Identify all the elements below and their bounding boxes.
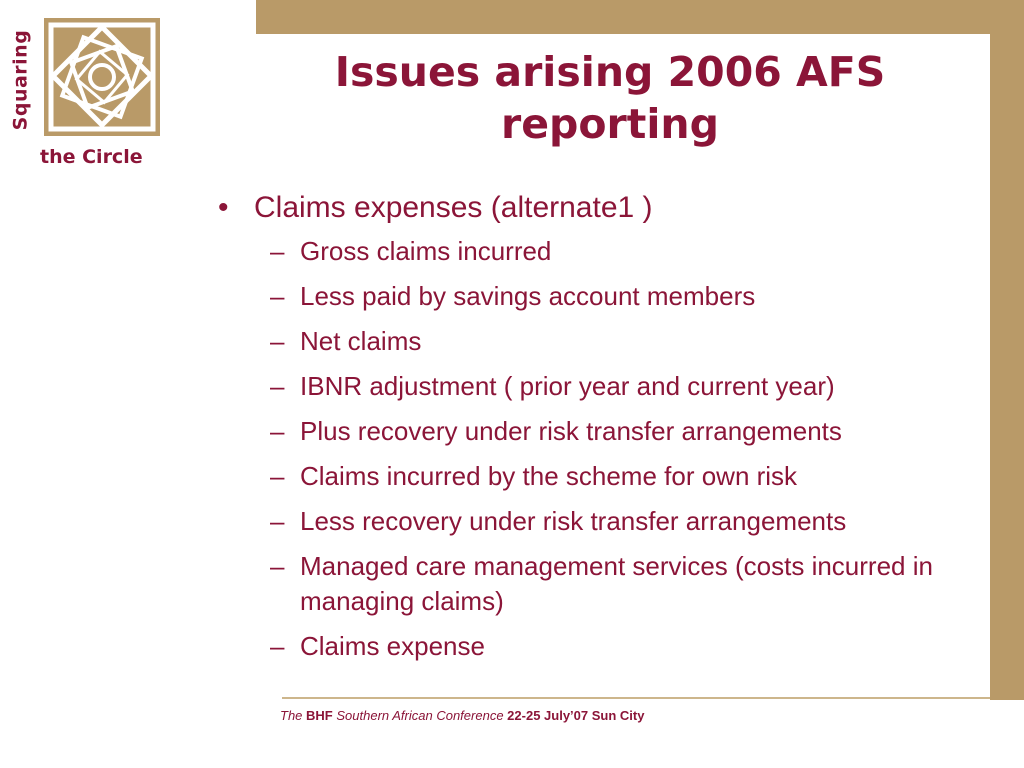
dash-marker: –	[270, 281, 285, 311]
main-bullet-text: Claims expenses (alternate1 )	[254, 191, 653, 224]
dash-marker: –	[270, 236, 285, 266]
dash-marker: –	[270, 416, 285, 446]
dash-marker: –	[270, 506, 285, 536]
sub-bullet-list	[212, 234, 982, 664]
sub-bullet: – Plus recovery under risk transfer arrangements	[212, 414, 982, 449]
main-bullet	[212, 188, 982, 228]
slide-title: Issues arising 2006 AFS reporting	[334, 48, 886, 148]
dash-marker: –	[270, 326, 285, 356]
footer	[280, 708, 644, 723]
dash-marker: –	[270, 631, 285, 661]
footer-the: The	[280, 708, 303, 723]
sub-bullet: – Less recovery under risk transfer arrangements	[212, 504, 982, 539]
dash-marker: –	[270, 461, 285, 491]
frame-band-top	[256, 0, 1024, 34]
logo-word-squaring: Squaring	[9, 29, 31, 131]
footer-divider	[282, 697, 990, 699]
footer-bhf: BHF	[306, 708, 333, 723]
sub-bullet: – Claims expense	[212, 629, 982, 664]
logo	[0, 0, 190, 180]
squaring-circle-logo-icon	[44, 18, 160, 136]
dash-marker: –	[270, 371, 285, 401]
sub-bullet: – Net claims	[212, 324, 982, 359]
sub-bullet: – Managed care management services (costs incurred in managing claims)	[270, 551, 933, 616]
frame-band-right	[990, 0, 1024, 700]
bullet-marker: •	[218, 191, 229, 224]
footer-conference: Southern African Conference	[336, 708, 504, 723]
logo-word-the-circle: the Circle	[40, 146, 143, 168]
sub-bullet: – Gross claims incurred	[212, 234, 982, 269]
sub-bullet: – Less paid by savings account members	[212, 279, 982, 314]
sub-bullet: – IBNR adjustment ( prior year and current year)	[212, 369, 982, 404]
footer-dates: 22-25 July’07 Sun City	[507, 708, 645, 723]
sub-bullet: – Claims incurred by the scheme for own risk	[212, 459, 982, 494]
dash-marker: –	[270, 551, 285, 581]
slide-content	[212, 188, 982, 680]
